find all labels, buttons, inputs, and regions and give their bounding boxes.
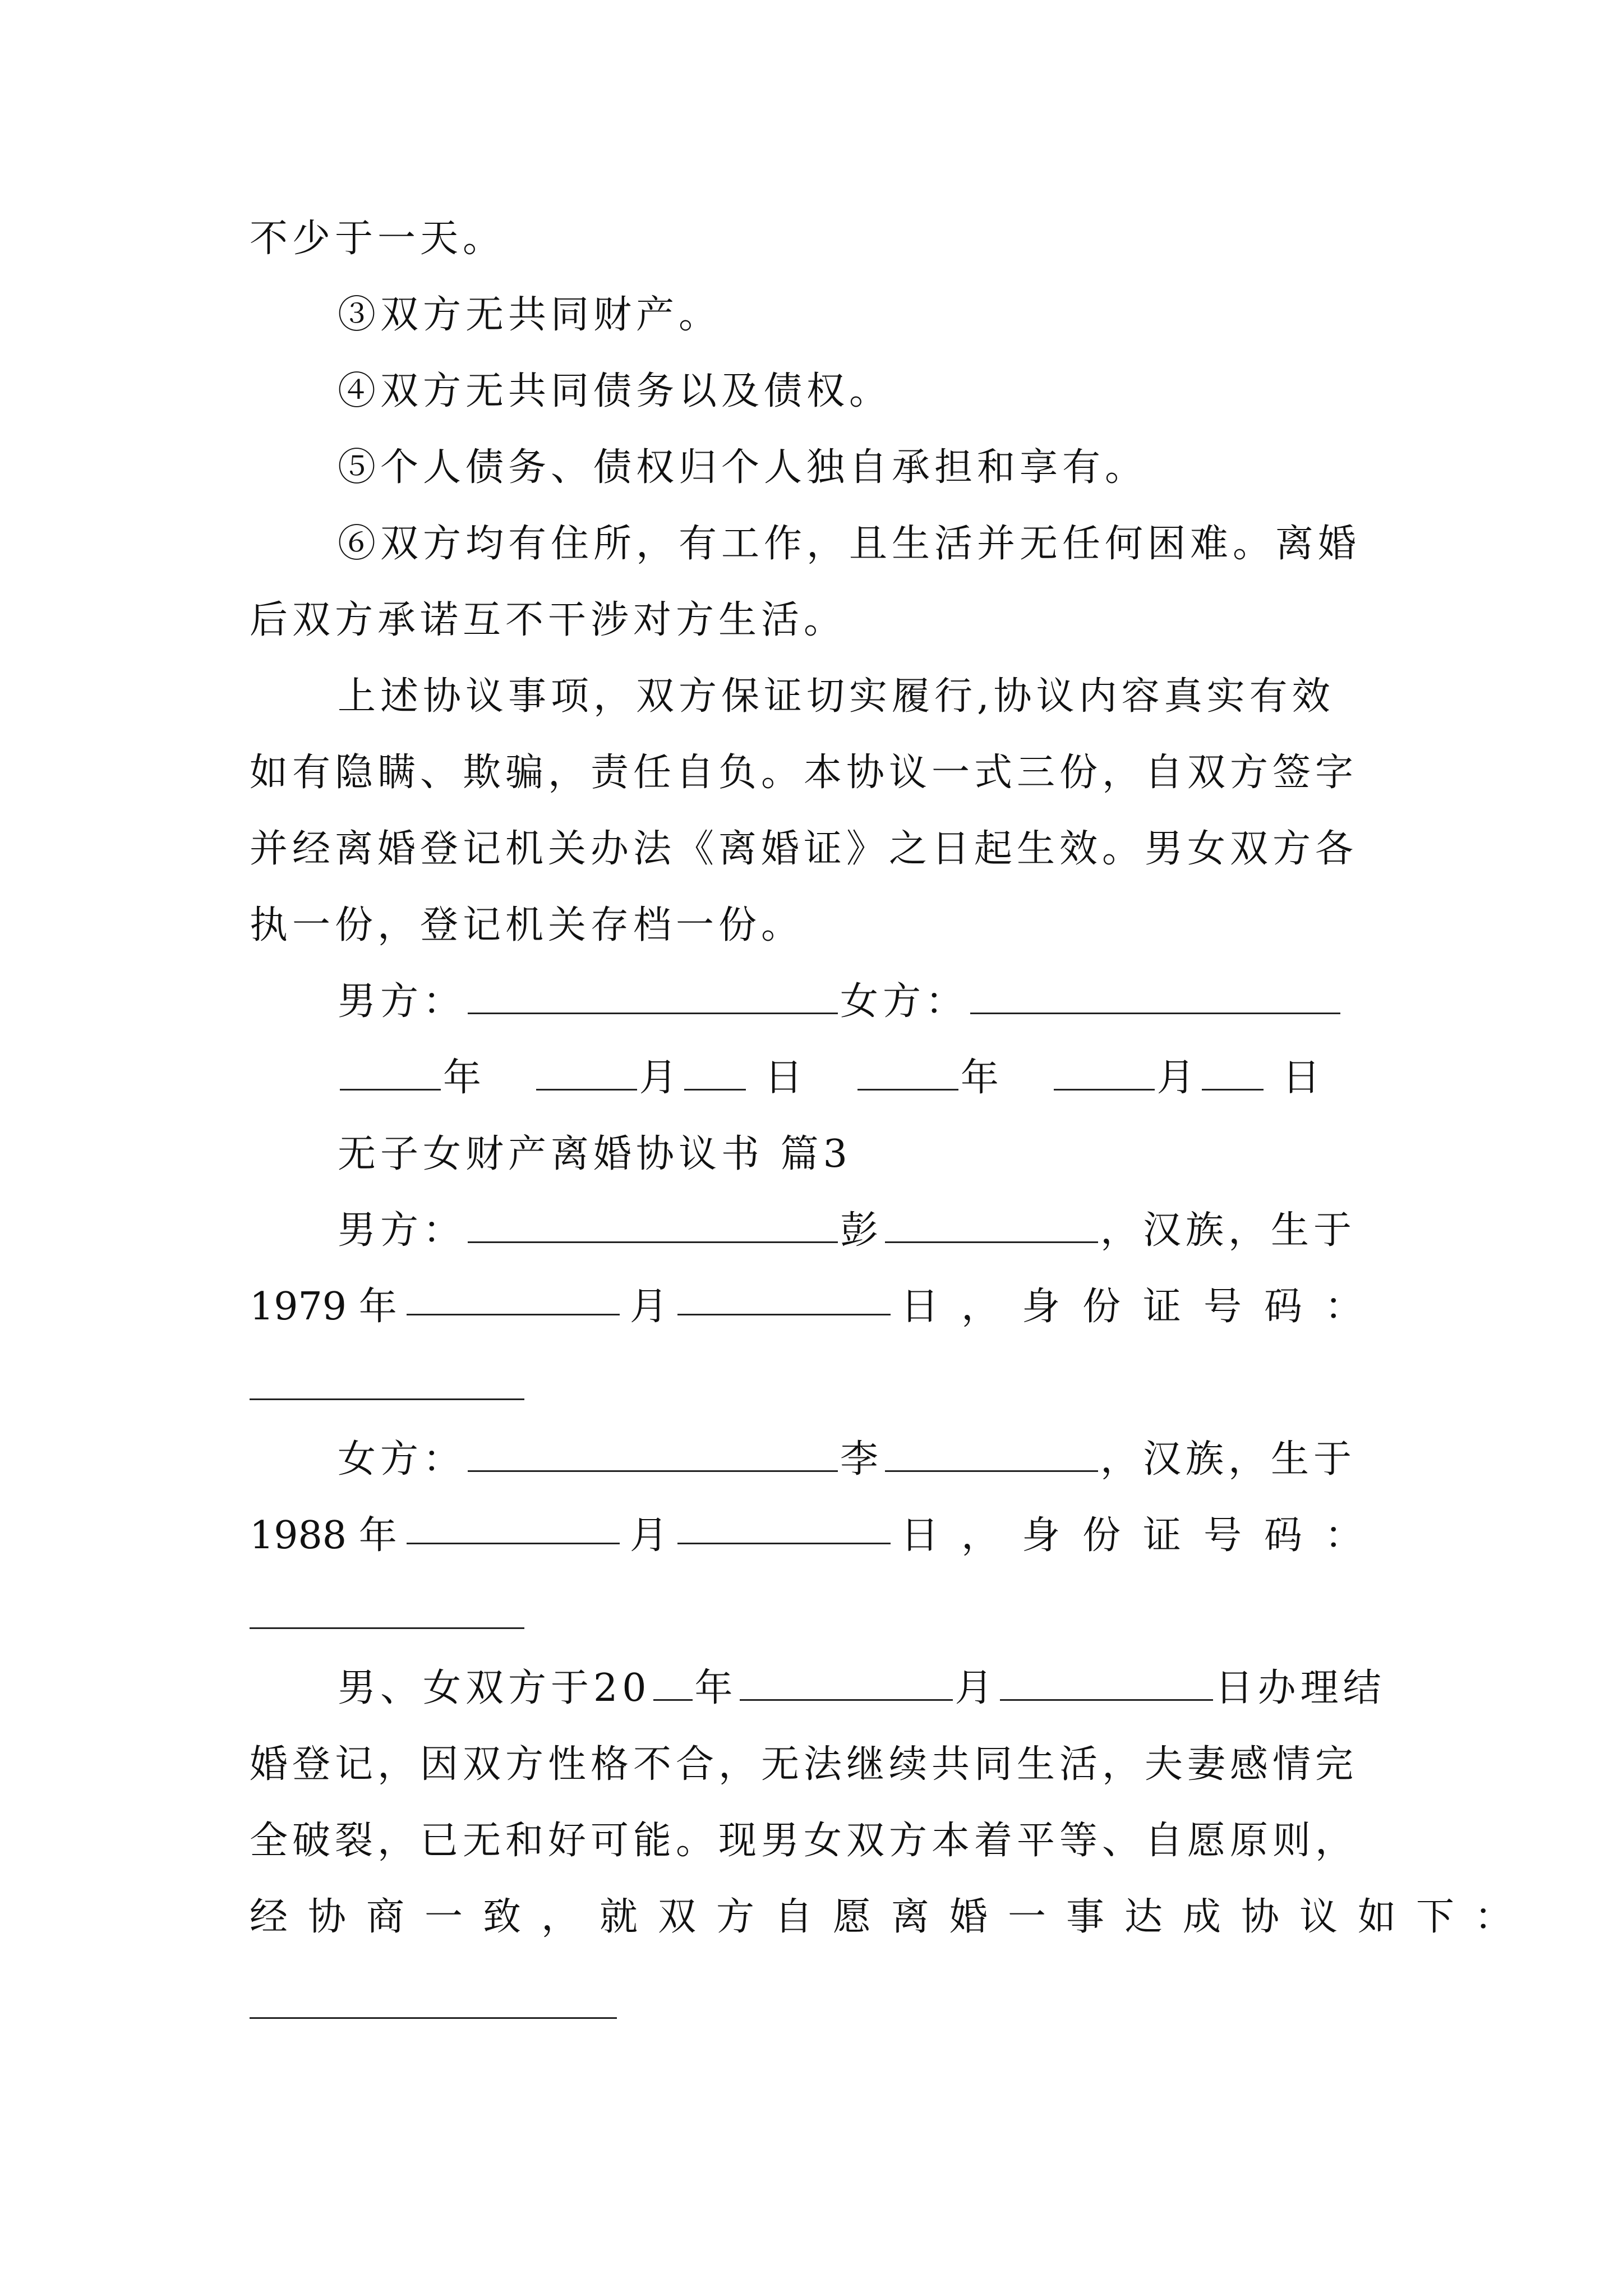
male-birth-year: 1979 bbox=[250, 1285, 347, 1329]
female-birth-year: 1988 bbox=[250, 1513, 347, 1558]
male-birth-line bbox=[250, 1279, 1385, 1335]
marriage-line-1 bbox=[338, 1660, 1385, 1717]
signature-line bbox=[338, 974, 1385, 1030]
section-title: 无子女财产离婚协议书 篇3 bbox=[338, 1132, 852, 1176]
month-label: 月 bbox=[1156, 1056, 1200, 1100]
day-label: 日 bbox=[1282, 1056, 1325, 1100]
text-line: 如有隐瞒、欺骗，责任自负。本协议一式三份，自双方签字 bbox=[250, 751, 1358, 795]
male-date-day-field[interactable] bbox=[684, 1054, 746, 1091]
marriage-line-3: 全破裂，已无和好可能。现男女双方本着平等、自愿原则， bbox=[250, 1819, 1358, 1863]
date-line bbox=[338, 1050, 1385, 1106]
male-signature-label: 男方： bbox=[338, 979, 466, 1024]
female-ethnicity-text: ，汉族，生于 bbox=[1100, 1437, 1357, 1481]
year-label: 年 bbox=[358, 1513, 397, 1558]
male-id-label: 日，身份证号码： bbox=[900, 1285, 1385, 1329]
female-surname: 李 bbox=[840, 1437, 883, 1481]
marriage-month-field[interactable] bbox=[740, 1664, 953, 1701]
agreement-content-field[interactable] bbox=[250, 2017, 617, 2019]
male-date-year-field[interactable] bbox=[340, 1054, 441, 1091]
male-label: 男方： bbox=[338, 1208, 466, 1253]
month-label: 月 bbox=[629, 1285, 668, 1329]
male-birth-day-field[interactable] bbox=[677, 1279, 891, 1315]
text-line: 不少于一天。 bbox=[250, 217, 506, 261]
month-label: 月 bbox=[629, 1513, 668, 1558]
female-signature-label: 女方： bbox=[840, 979, 969, 1024]
year-label: 年 bbox=[443, 1056, 486, 1100]
female-date-day-field[interactable] bbox=[1202, 1054, 1264, 1091]
day-label: 日 bbox=[764, 1056, 808, 1100]
marriage-line-4: 经协商一致，就双方自愿离婚一事达成协议如下： bbox=[250, 1895, 1533, 1939]
list-item-3: ③双方无共同财产。 bbox=[338, 293, 722, 337]
marriage-text: 日办理结 bbox=[1215, 1666, 1386, 1710]
male-birth-month-field[interactable] bbox=[407, 1279, 620, 1315]
year-label: 年 bbox=[358, 1285, 397, 1329]
female-label: 女方： bbox=[338, 1437, 466, 1481]
female-id-label: 日，身份证号码： bbox=[900, 1513, 1385, 1558]
female-info-line bbox=[338, 1432, 1385, 1488]
text-line: 上述协议事项，双方保证切实履行,协议内容真实有效 bbox=[338, 674, 1335, 719]
list-item-4: ④双方无共同债务以及债权。 bbox=[338, 369, 892, 413]
female-birth-month-field[interactable] bbox=[407, 1508, 620, 1544]
marriage-text: 男、女双方于20 bbox=[338, 1666, 651, 1710]
male-name-field[interactable] bbox=[468, 1207, 838, 1243]
male-surname: 彭 bbox=[840, 1208, 883, 1253]
list-item-6: ⑥双方均有住所，有工作，且生活并无任何困难。离婚 bbox=[338, 522, 1361, 566]
female-signature-field[interactable] bbox=[970, 978, 1340, 1014]
male-info-line bbox=[338, 1203, 1385, 1259]
female-id-field[interactable] bbox=[250, 1627, 524, 1629]
text-line: 并经离婚登记机关办法《离婚证》之日起生效。男女双方各 bbox=[250, 827, 1358, 871]
male-signature-field[interactable] bbox=[468, 978, 838, 1014]
marriage-line-2: 婚登记，因双方性格不合，无法继续共同生活，夫妻感情完 bbox=[250, 1742, 1358, 1787]
year-label: 年 bbox=[694, 1666, 737, 1710]
male-date-month-field[interactable] bbox=[536, 1054, 637, 1091]
female-birth-line bbox=[250, 1508, 1385, 1564]
marriage-year-field[interactable] bbox=[653, 1664, 693, 1701]
male-id-field[interactable] bbox=[250, 1398, 524, 1400]
text-line: 后双方承诺互不干涉对方生活。 bbox=[250, 598, 847, 642]
male-ethnicity-text: ，汉族，生于 bbox=[1100, 1208, 1357, 1253]
female-name-field[interactable] bbox=[468, 1435, 838, 1472]
list-item-5: ⑤个人债务、债权归个人独自承担和享有。 bbox=[338, 445, 1148, 490]
month-label: 月 bbox=[955, 1666, 998, 1710]
text-line: 执一份，登记机关存档一份。 bbox=[250, 903, 804, 947]
female-name-field-2[interactable] bbox=[885, 1435, 1098, 1472]
female-birth-day-field[interactable] bbox=[677, 1508, 891, 1544]
marriage-day-field[interactable] bbox=[1000, 1664, 1213, 1701]
male-name-field-2[interactable] bbox=[885, 1207, 1098, 1243]
female-date-month-field[interactable] bbox=[1054, 1054, 1155, 1091]
female-date-year-field[interactable] bbox=[857, 1054, 958, 1091]
year-label: 年 bbox=[960, 1056, 1003, 1100]
month-label: 月 bbox=[639, 1056, 682, 1100]
